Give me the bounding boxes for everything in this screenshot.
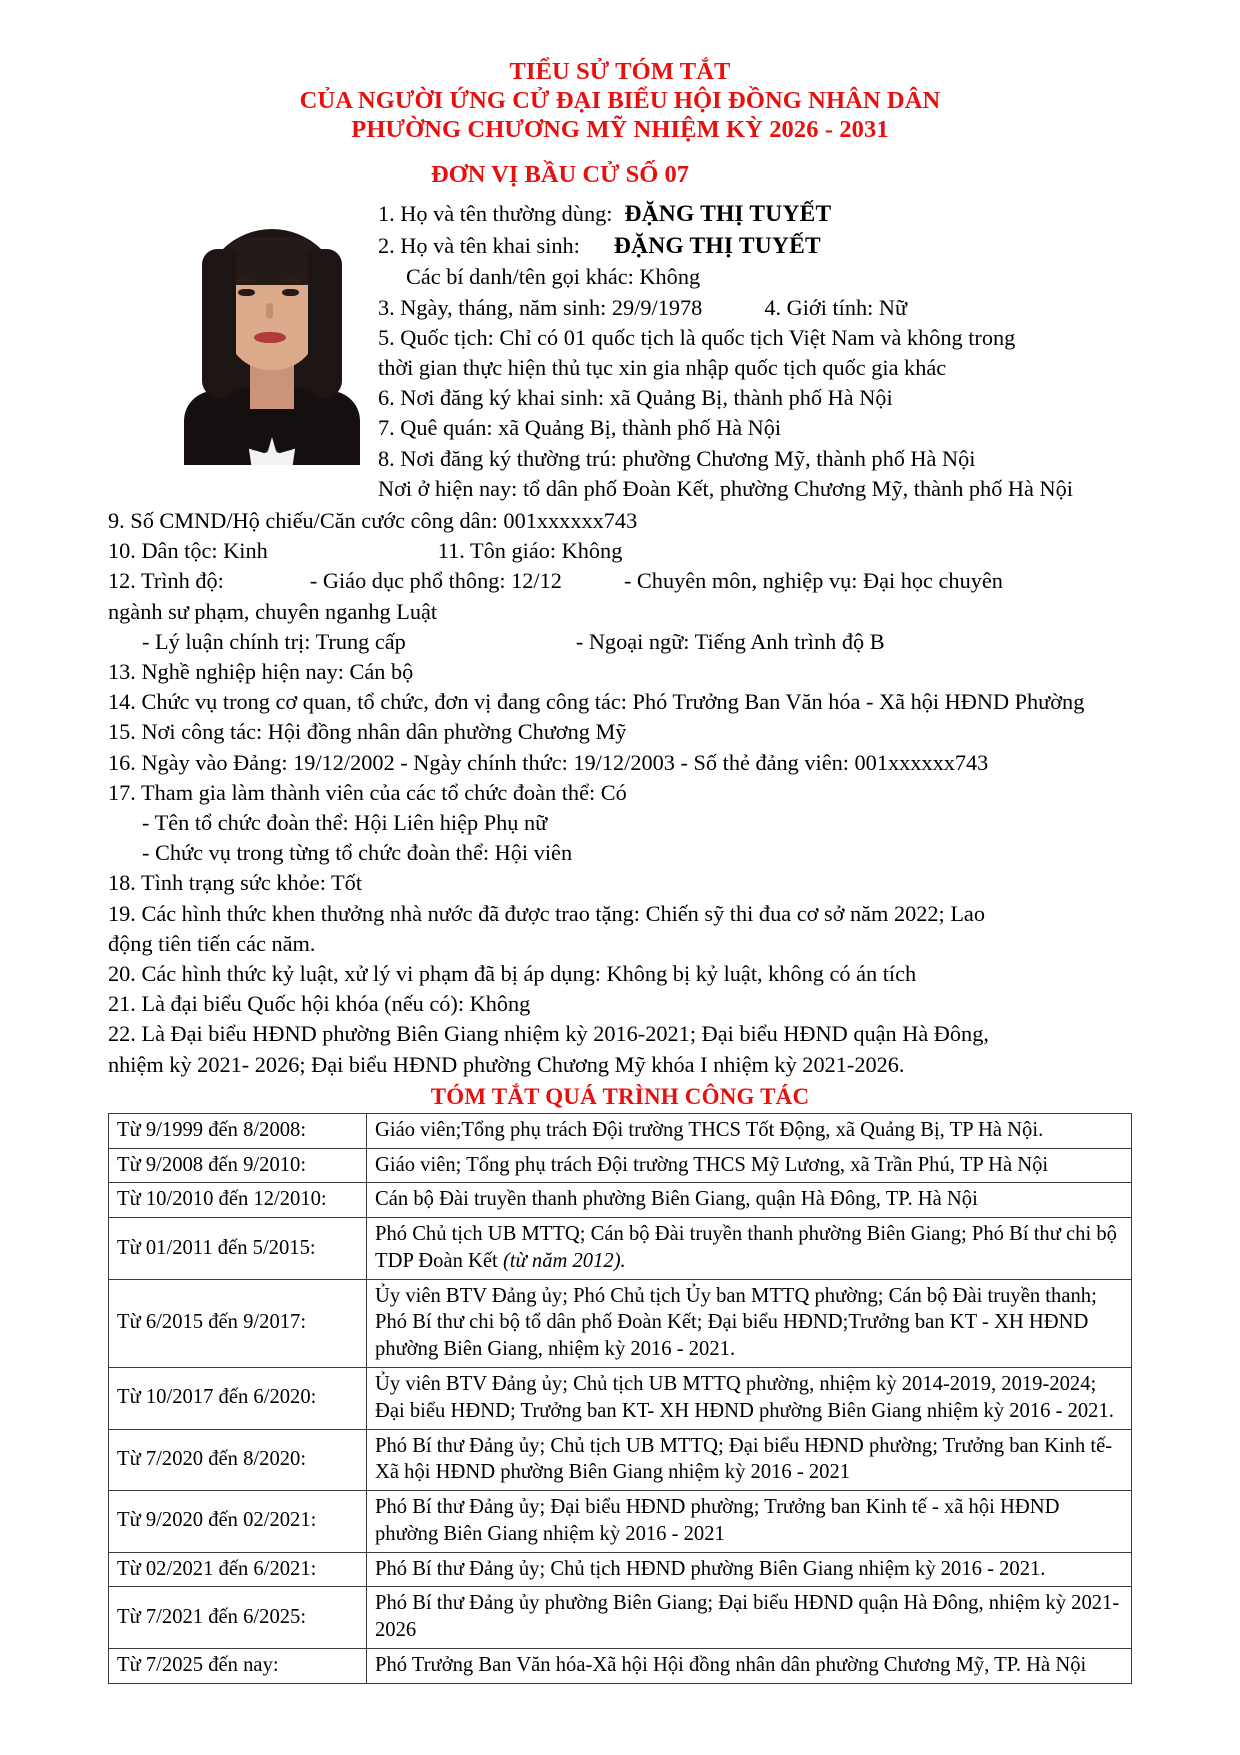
field-current-position: 14. Chức vụ trong cơ quan, tổ chức, đơn vị đang công tác: Phó Trưởng Ban Văn hóa - Xã hội HĐND Phường: [108, 689, 1085, 715]
field-2-value: ĐẶNG THỊ TUYẾT: [613, 232, 821, 259]
field-10-text: 10. Dân tộc: Kinh: [108, 538, 268, 564]
table-row: [109, 1552, 1132, 1587]
field-workplace: 15. Nơi công tác: Hội đồng nhân dân phường Chương Mỹ: [108, 719, 627, 745]
career-detail: Phó Bí thư Đảng ủy; Đại biểu HĐND phường; Trưởng ban Kinh tế - xã hội HĐND phường Biên Giang nhiệm kỳ 2016 - 2021: [367, 1491, 1132, 1553]
career-period: Từ 7/2020 đến 8/2020:: [109, 1429, 367, 1491]
field-1-value: ĐẶNG THỊ TUYẾT: [624, 200, 832, 227]
field-12-professional: - Chuyên môn, nghiệp vụ: Đại học chuyên: [623, 568, 1003, 594]
career-period: Từ 01/2011 đến 5/2015:: [109, 1218, 367, 1280]
career-detail: [367, 1218, 1132, 1280]
header-title-line-3: PHƯỜNG CHƯƠNG MỸ NHIỆM KỲ 2026 - 2031: [351, 115, 889, 143]
field-ethnicity-religion: [108, 536, 1132, 566]
field-previous-council-line-2: nhiệm kỳ 2021- 2026; Đại biểu HĐND phường Chương Mỹ khóa I nhiệm kỳ 2021-2026.: [108, 1051, 905, 1077]
field-alias: [378, 262, 1132, 292]
table-row: [109, 1367, 1132, 1429]
field-organization-membership: 17. Tham gia làm thành viên của các tổ chức đoàn thể: Có: [108, 779, 627, 805]
career-period: Từ 9/1999 đến 8/2008:: [109, 1113, 367, 1148]
career-detail: Ủy viên BTV Đảng ủy; Chủ tịch UB MTTQ phường, nhiệm kỳ 2014-2019, 2019-2024; Đại biểu HĐND; Trưởng ban KT- XH HĐND phường Biên Giang nhiệm kỳ 2016 - 2021.: [367, 1367, 1132, 1429]
career-period: Từ 9/2020 đến 02/2021:: [109, 1491, 367, 1553]
career-detail: Ủy viên BTV Đảng ủy; Phó Chủ tịch Ủy ban MTTQ phường; Cán bộ Đài truyền thanh; Phó Bí thư chi bộ tổ dân phố Đoàn Kết; Đại biểu HĐND;Trưởng ban KT - XH HĐND phường Biên Giang, nhiệm kỳ 2016 - 2021.: [367, 1279, 1132, 1367]
body-field-list: [108, 506, 1132, 1080]
table-row: [109, 1648, 1132, 1683]
field-organization-position: - Chức vụ trong từng tổ chức đoàn thể: Hội viên: [142, 840, 573, 866]
field-current-occupation: 13. Nghề nghiệp hiện nay: Cán bộ: [108, 659, 414, 685]
field-education-continued: ngành sư phạm, chuyên nganhg Luật: [108, 598, 438, 624]
career-detail: Phó Bí thư Đảng ủy; Chủ tịch HĐND phường Biên Giang nhiệm kỳ 2016 - 2021.: [367, 1552, 1132, 1587]
field-health-status: 18. Tình trạng sức khỏe: Tốt: [108, 870, 363, 896]
field-nationality-line-2: thời gian thực hiện thủ tục xin gia nhập quốc tịch quốc gia khác: [378, 354, 947, 380]
career-detail: Cán bộ Đài truyền thanh phường Biên Giang, quận Hà Đông, TP. Hà Nội: [367, 1183, 1132, 1218]
table-row: [109, 1491, 1132, 1553]
career-period: Từ 7/2021 đến 6/2025:: [109, 1587, 367, 1649]
field-national-assembly: 21. Là đại biểu Quốc hội khóa (nếu có): Không: [108, 991, 531, 1017]
career-detail-text: Phó Chủ tịch UB MTTQ; Cán bộ Đài truyền thanh phường Biên Giang; Phó Bí thư chi bộ TDP Đoàn Kết: [375, 1223, 1117, 1272]
field-12-label: 12. Trình độ:: [108, 568, 224, 594]
field-previous-council-line-1: 22. Là Đại biểu HĐND phường Biên Giang nhiệm kỳ 2016-2021; Đại biểu HĐND quận Hà Đông,: [108, 1021, 989, 1047]
field-12-political-theory: - Lý luận chính trị: Trung cấp: [142, 628, 406, 654]
career-table-title: TÓM TẮT QUÁ TRÌNH CÔNG TÁC: [430, 1083, 810, 1109]
table-row: [109, 1148, 1132, 1183]
field-alias-text: Các bí danh/tên gọi khác: Không: [406, 264, 701, 290]
career-detail-note: (từ năm 2012).: [502, 1249, 626, 1272]
election-unit-label: ĐƠN VỊ BẦU CỬ SỐ 07: [431, 160, 689, 188]
field-12-foreign-language: - Ngoại ngữ: Tiếng Anh trình độ B: [575, 628, 885, 654]
field-political-theory-language: [108, 627, 1132, 657]
header-title-line-2: CỦA NGƯỜI ỨNG CỬ ĐẠI BIỂU HỘI ĐỒNG NHÂN DÂN: [299, 86, 941, 114]
career-history-table: [108, 1113, 1132, 1684]
career-detail: Phó Bí thư Đảng ủy; Chủ tịch UB MTTQ; Đại biểu HĐND phường; Trưởng ban Kinh tế- Xã hội HĐND phường Biên Giang nhiệm kỳ 2016 - 2021: [367, 1429, 1132, 1491]
intro-section: [108, 199, 1132, 504]
field-12-general-education: - Giáo dục phổ thông: 12/12: [309, 568, 562, 594]
table-row: [109, 1113, 1132, 1148]
field-current-residence: Nơi ở hiện nay: tổ dân phố Đoàn Kết, phường Chương Mỹ, thành phố Hà Nội: [378, 475, 1073, 501]
field-id-number: 9. Số CMND/Hộ chiếu/Căn cước công dân: 001xxxxxx743: [108, 508, 638, 533]
table-row: [109, 1218, 1132, 1280]
career-period: Từ 10/2017 đến 6/2020:: [109, 1367, 367, 1429]
career-period: Từ 7/2025 đến nay:: [109, 1648, 367, 1683]
field-11-text: 11. Tôn giáo: Không: [437, 538, 623, 564]
field-birth-registration: 6. Nơi đăng ký khai sinh: xã Quảng Bị, thành phố Hà Nội: [378, 385, 893, 411]
career-table-body: [109, 1113, 1132, 1683]
field-permanent-residence: 8. Nơi đăng ký thường trú: phường Chương Mỹ, thành phố Hà Nội: [378, 445, 976, 471]
career-period: Từ 10/2010 đến 12/2010:: [109, 1183, 367, 1218]
career-detail: Giáo viên; Tổng phụ trách Đội trường THCS Mỹ Lương, xã Trần Phú, TP Hà Nội: [367, 1148, 1132, 1183]
field-full-name-common: [378, 199, 1132, 231]
field-1-label: 1. Họ và tên thường dùng:: [378, 200, 613, 226]
field-4-text: 4. Giới tính: Nữ: [764, 294, 908, 320]
field-birthdate-gender: [378, 293, 1132, 323]
field-organization-name: - Tên tổ chức đoàn thể: Hội Liên hiệp Phụ nữ: [142, 810, 548, 836]
table-row: [109, 1183, 1132, 1218]
career-period: Từ 02/2021 đến 6/2021:: [109, 1552, 367, 1587]
field-education-level: [108, 566, 1132, 596]
field-full-name-birth: [378, 231, 1132, 263]
field-2-label: 2. Họ và tên khai sinh:: [378, 232, 580, 258]
header-title-line-1: TIỂU SỬ TÓM TẮT: [509, 58, 731, 85]
field-nationality-line-1: 5. Quốc tịch: Chỉ có 01 quốc tịch là quốc tịch Việt Nam và không trong: [378, 324, 1016, 350]
portrait-image: [176, 203, 366, 465]
table-row: [109, 1279, 1132, 1367]
intro-field-list: [378, 199, 1132, 504]
field-party-membership: 16. Ngày vào Đảng: 19/12/2002 - Ngày chính thức: 19/12/2003 - Số thẻ đảng viên: 001xxxxxx743: [108, 749, 989, 775]
field-3-text: 3. Ngày, tháng, năm sinh: 29/9/1978: [378, 294, 703, 320]
field-awards-line-1: 19. Các hình thức khen thưởng nhà nước đã được trao tặng: Chiến sỹ thi đua cơ sở năm 2022; Lao: [108, 900, 985, 926]
table-row: [109, 1429, 1132, 1491]
career-period: Từ 6/2015 đến 9/2017:: [109, 1279, 367, 1367]
candidate-photo: [176, 203, 366, 465]
career-detail: Phó Bí thư Đảng ủy phường Biên Giang; Đại biểu HĐND quận Hà Đông, nhiệm kỳ 2021-2026: [367, 1587, 1132, 1649]
career-detail: Giáo viên;Tổng phụ trách Đội trường THCS Tốt Động, xã Quảng Bị, TP Hà Nội.: [367, 1113, 1132, 1148]
document-header: [108, 58, 1132, 145]
field-hometown: 7. Quê quán: xã Quảng Bị, thành phố Hà Nội: [378, 415, 782, 441]
field-awards-line-2: động tiên tiến các năm.: [108, 930, 316, 956]
career-detail: Phó Trưởng Ban Văn hóa-Xã hội Hội đồng nhân dân phường Chương Mỹ, TP. Hà Nội: [367, 1648, 1132, 1683]
table-row: [109, 1587, 1132, 1649]
career-period: Từ 9/2008 đến 9/2010:: [109, 1148, 367, 1183]
field-disciplinary-actions: 20. Các hình thức kỷ luật, xử lý vi phạm đã bị áp dụng: Không bị kỷ luật, không có án tích: [108, 961, 917, 987]
